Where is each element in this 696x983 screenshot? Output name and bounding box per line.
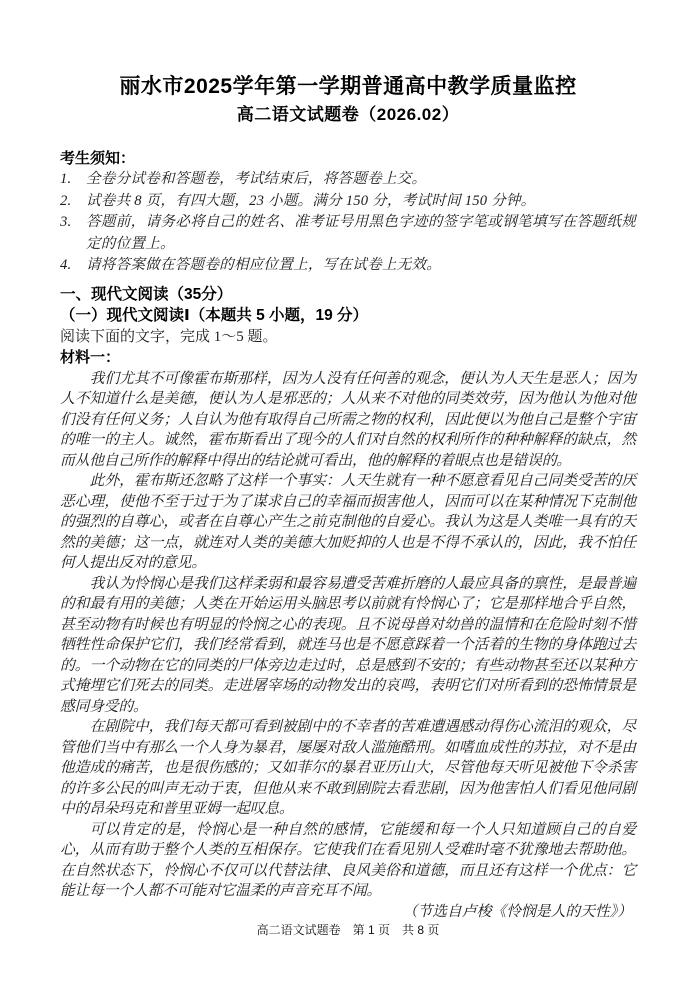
notice-item-number: 1.	[60, 171, 72, 187]
page-subtitle: 高二语文试题卷（2026.02）	[236, 105, 460, 124]
notice-item-text: 请将答案做在答题卷的相应位置上，写在试卷上无效。	[86, 257, 442, 273]
notice-item-text: 答题前，请务必将自己的姓名、准考证号用黑色字迹的签字笔或钢笔填写在答题纸规定的位置上。	[86, 214, 636, 252]
page-footer: 高二语文试题卷 第 1 页 共 8 页	[256, 923, 440, 937]
material-label: 材料一：	[60, 349, 121, 366]
notice-heading: 考生须知：	[60, 150, 136, 167]
notice-item	[60, 191, 636, 213]
notice-item	[60, 212, 636, 255]
notice-item-text: 试卷共 8 页，有四大题，23 小题。满分 150 分，考试时间 150 分钟。	[86, 192, 536, 209]
notice-item-number: 4.	[60, 257, 72, 273]
page-title: 丽水市2025学年第一学期普通高中教学质量监控	[119, 75, 577, 98]
passage-paragraph: 此外，霍布斯还忽略了这样一个事实：人天生就有一种不愿意看见自己同类受苦的厌恶心理，使他不至于过于为了谋求自己的幸福而损害他人，因而可以在某种情况下克制他的强烈的自尊心，或者在自尊心产生之前克制他的自爱心。我认为这是人类唯一具有的天然的美德；这一点，就连对人类的美德大加贬抑的人也是不得不承认的，因此，我不怕任何人提出反对的意见。	[60, 473, 636, 571]
notice-section	[60, 148, 636, 277]
passage-paragraph: 可以肯定的是，怜悯心是一种自然的感情，它能缓和每一个人只知道顾自己的自爱心，从而有助于整个人类的互相保存。它使我们在看见别人受难时毫不犹豫地去帮助他。在自然状态下，怜悯心不仅可以代替法律、良风美俗和道德，而且还有这样一个优点：它能让每一个人都不可能对它温柔的声音充耳不闻。	[60, 821, 636, 899]
notice-item	[60, 169, 636, 191]
passage-paragraph: 在剧院中，我们每天都可看到被剧中的不幸者的苦难遭遇感动得伤心流泪的观众，尽管他们当中有那么一个人身为暴君，屡屡对敌人滥施酷刑。如嗜血成性的苏拉，对不是由他造成的痛苦，也是很伤感的；又如菲尔的暴君亚历山大，尽管他每天听见被他下令杀害的许多公民的叫声无动于衷，但他从来不敢到剧院去看悲剧，因为他害怕人们看见他同剧中的昂朵玛克和普里亚姆一起叹息。	[60, 719, 636, 817]
passage-paragraph: 我们尤其不可像霍布斯那样，因为人没有任何善的观念，便认为人天生是恶人；因为人不知道什么是美德，便认为人是邪恶的；人从来不对他的同类效劳，因为他认为他对他们没有任何义务；人自认为他有取得自己所需之物的权利，因此便以为他自己是整个宇宙的唯一的主人。诚然，霍布斯看出了现今的人们对自然的权利所作的种种解释的缺点，然而从他自己所作的解释中得出的结论就可看出，他的解释的着眼点也是错误的。	[60, 370, 636, 469]
notice-item	[60, 255, 636, 277]
notice-item-number: 2.	[60, 192, 72, 209]
reading-instruction: 阅读下面的文字，完成 1～5 题。	[60, 328, 278, 345]
notice-item-text: 全卷分试卷和答题卷，考试结束后，将答题卷上交。	[86, 171, 427, 187]
section-heading: 一、现代文阅读（35分）	[60, 285, 233, 303]
passage-paragraph: 我认为怜悯心是我们这样柔弱和最容易遭受苦难折磨的人最应具备的禀性，是最普遍的和最有用的美德；人类在开始运用头脑思考以前就有怜悯心了；它是那样地合乎自然，甚至动物有时候也有明显的怜悯之心的表现。且不说母兽对幼兽的温情和在危险时刻不惜牺牲性命保护它们，我们经常看到，就连马也是不愿意踩着一个活着的生物的身体跑过去的。一个动物在它的同类的尸体旁边走过时，总是感到不安的；有些动物甚至还以某种方式掩埋它们死去的同类。走进屠宰场的动物发出的哀鸣，表明它们对所看到的恐怖情景是感同身受的。	[60, 575, 636, 715]
passage-attribution: （节选自卢梭《怜悯是人的天性》）	[402, 903, 632, 920]
notice-item-number: 3.	[60, 214, 72, 230]
subsection-heading: （一）现代文阅读Ⅰ（本题共 5 小题，19 分）	[60, 307, 369, 324]
